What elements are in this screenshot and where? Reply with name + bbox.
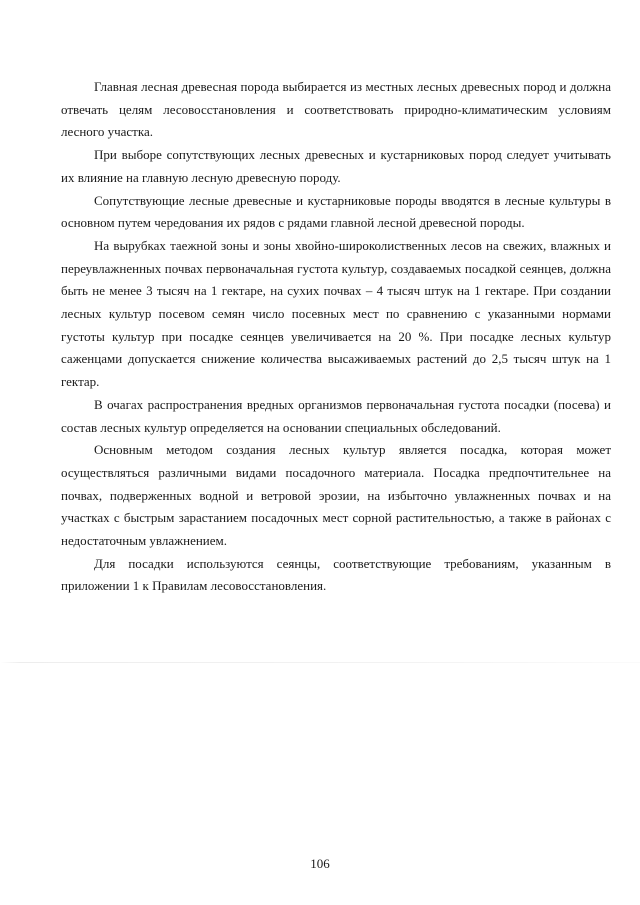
paragraph-companion-species-rows: Сопутствующие лесные древесные и кустарниковые породы вводятся в лесные культуры в основном путем чередования их рядов с рядами главной лесной древесной породы.: [61, 192, 611, 231]
paragraph-planting-density: На вырубках таежной зоны и зоны хвойно-широколиственных лесов на свежих, влажных и переувлажненных почвах первоначальная густота культур, создаваемых посадкой сеянцев, должна быть не менее 3 тысяч на 1 гектаре, на сухих почвах – 4 тысяч штук на 1 гектаре. При создании лесных культур посевом семян число посевных мест по сравнению с указанными нормами густоты культур при посадке сеянцев увеличивается на 20 %. При посадке лесных культур саженцами допускается снижение количества высаживаемых растений до 2,5 тысяч штук на 1 гектар.: [61, 237, 611, 390]
page-number: 106: [310, 856, 330, 871]
paragraph-planting-method: Основным методом создания лесных культур является посадка, которая может осуществляться различными видами посадочного материала. Посадка предпочтительнее на почвах, подверженных водной и ветровой эрозии, на избыточно увлажненных почвах и на участках с быстрым зарастанием посадочных мест сорной растительностью, а также в районах с недостаточным увлажнением.: [61, 442, 611, 549]
scan-artifact-line: [0, 662, 640, 663]
paragraph-main-species: Главная лесная древесная порода выбирается из местных лесных древесных пород и должна отвечать целям лесовосстановления и соответствовать природно-климатическим условиям лесного участка.: [61, 79, 611, 140]
paragraph-pest-foci: В очагах распространения вредных организмов первоначальная густота посадки (посева) и состав лесных культур определяется на основании специальных обследований.: [61, 396, 611, 435]
paragraph-companion-species-influence: При выборе сопутствующих лесных древесных и кустарниковых пород следует учитывать их влияние на главную лесную древесную породу.: [61, 147, 611, 185]
document-body: [61, 76, 611, 598]
paragraph-seedlings: Для посадки используются сеянцы, соответствующие требованиям, указанным в приложении 1 к Правилам лесовосстановления.: [61, 555, 611, 594]
